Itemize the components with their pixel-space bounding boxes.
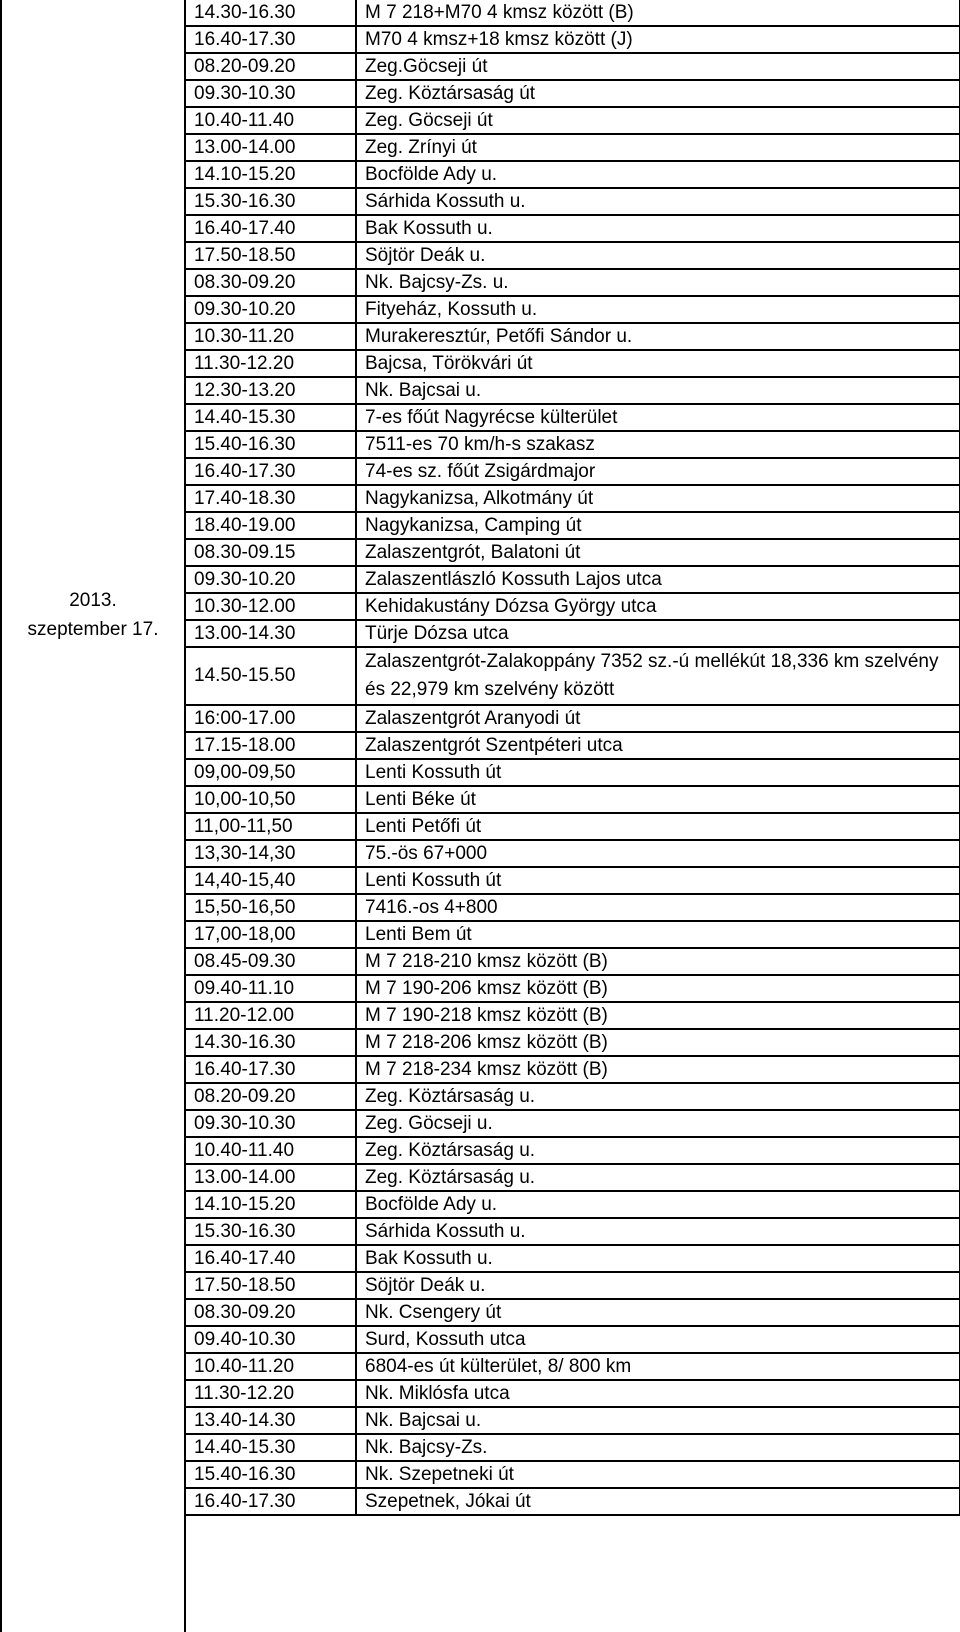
location-cell: M 7 218+M70 4 kmsz között (B) [356, 0, 960, 26]
time-cell: 09.30-10.30 [186, 1110, 356, 1137]
time-cell: 18.40-19.00 [186, 512, 356, 539]
table-row [186, 539, 960, 566]
table-row [186, 1245, 960, 1272]
table-row [186, 80, 960, 107]
location-cell: Zalaszentgrót Szentpéteri utca [356, 732, 960, 759]
table-row [186, 1056, 960, 1083]
time-cell: 08.20-09.20 [186, 1083, 356, 1110]
table-row [186, 188, 960, 215]
location-cell: Szepetnek, Jókai út [356, 1488, 960, 1515]
time-cell: 10.40-11.40 [186, 107, 356, 134]
location-cell: Nk. Bajcsy-Zs. [356, 1434, 960, 1461]
location-cell: Murakeresztúr, Petőfi Sándor u. [356, 323, 960, 350]
time-cell: 10.30-11.20 [186, 323, 356, 350]
table-row [186, 377, 960, 404]
table-row [186, 53, 960, 80]
location-cell: Nk. Csengery út [356, 1299, 960, 1326]
location-cell: Kehidakustány Dózsa György utca [356, 593, 960, 620]
table-row [186, 485, 960, 512]
location-cell: Lenti Petőfi út [356, 813, 960, 840]
table-row [186, 26, 960, 53]
table-row [186, 134, 960, 161]
location-cell: Nk. Bajcsy-Zs. u. [356, 269, 960, 296]
location-cell: Bak Kossuth u. [356, 215, 960, 242]
table-row [186, 107, 960, 134]
time-cell: 16.40-17.30 [186, 1488, 356, 1515]
time-cell: 13.00-14.00 [186, 134, 356, 161]
table-row [186, 431, 960, 458]
location-cell: Zeg.Göcseji út [356, 53, 960, 80]
location-cell: 6804-es út külterület, 8/ 800 km [356, 1353, 960, 1380]
table-row [186, 161, 960, 188]
time-cell: 16:00-17.00 [186, 705, 356, 732]
table-row [186, 1299, 960, 1326]
location-cell: Lenti Béke út [356, 786, 960, 813]
table-row [186, 1407, 960, 1434]
time-cell: 17.15-18.00 [186, 732, 356, 759]
time-cell: 11.30-12.20 [186, 350, 356, 377]
table-row [186, 840, 960, 867]
time-cell: 17.40-18.30 [186, 485, 356, 512]
location-cell: Zalaszentgrót-Zalakoppány 7352 sz.-ú mellékút 18,336 km szelvény és 22,979 km szelvény között [356, 647, 960, 705]
location-cell: Zalaszentgrót Aranyodi út [356, 705, 960, 732]
time-cell: 09.30-10.20 [186, 296, 356, 323]
time-cell: 09.30-10.20 [186, 566, 356, 593]
time-cell: 10.40-11.40 [186, 1137, 356, 1164]
time-cell: 16.40-17.40 [186, 215, 356, 242]
location-cell: Türje Dózsa utca [356, 620, 960, 647]
time-cell: 16.40-17.40 [186, 1245, 356, 1272]
table-row [186, 705, 960, 732]
table-row [186, 813, 960, 840]
table-row [186, 566, 960, 593]
table-row [186, 1461, 960, 1488]
location-cell: M 7 190-206 kmsz között (B) [356, 975, 960, 1002]
time-cell: 14.40-15.30 [186, 1434, 356, 1461]
time-cell: 14.30-16.30 [186, 0, 356, 26]
time-cell: 10.30-12.00 [186, 593, 356, 620]
table-row [186, 1029, 960, 1056]
location-cell: 74-es sz. főút Zsigárdmajor [356, 458, 960, 485]
table-row [186, 1191, 960, 1218]
location-cell: Nagykanizsa, Alkotmány út [356, 485, 960, 512]
table-row [186, 1380, 960, 1407]
date-label [2, 586, 184, 644]
location-cell: Zeg. Köztársaság u. [356, 1083, 960, 1110]
time-cell: 14,40-15,40 [186, 867, 356, 894]
table-row [186, 1083, 960, 1110]
location-cell: M70 4 kmsz+18 kmsz között (J) [356, 26, 960, 53]
table-row [186, 215, 960, 242]
time-cell: 13.00-14.30 [186, 620, 356, 647]
table-row [186, 296, 960, 323]
time-cell: 14.50-15.50 [186, 647, 356, 705]
time-cell: 13,30-14,30 [186, 840, 356, 867]
location-cell: Lenti Bem út [356, 921, 960, 948]
time-cell: 08.45-09.30 [186, 948, 356, 975]
location-cell: Lenti Kossuth út [356, 759, 960, 786]
table-row [186, 732, 960, 759]
table-row [186, 1353, 960, 1380]
table-row [186, 350, 960, 377]
time-cell: 15.40-16.30 [186, 1461, 356, 1488]
table-row [186, 948, 960, 975]
location-cell: Zeg. Köztársaság u. [356, 1164, 960, 1191]
time-cell: 09.40-11.10 [186, 975, 356, 1002]
table-row [186, 620, 960, 647]
table-row [186, 512, 960, 539]
location-cell: 75.-ös 67+000 [356, 840, 960, 867]
table-row [186, 921, 960, 948]
location-cell: M 7 190-218 kmsz között (B) [356, 1002, 960, 1029]
table-row [186, 759, 960, 786]
location-cell: Söjtör Deák u. [356, 1272, 960, 1299]
time-cell: 16.40-17.30 [186, 26, 356, 53]
time-cell: 17.50-18.50 [186, 1272, 356, 1299]
table-row [186, 1002, 960, 1029]
location-cell: Zalaszentgrót, Balatoni út [356, 539, 960, 566]
table-row [186, 867, 960, 894]
time-cell: 08.30-09.20 [186, 269, 356, 296]
location-cell: Zeg. Zrínyi út [356, 134, 960, 161]
time-cell: 08.20-09.20 [186, 53, 356, 80]
table-row [186, 1434, 960, 1461]
schedule-table [186, 0, 960, 1516]
location-cell: Zeg. Köztársaság u. [356, 1137, 960, 1164]
time-cell: 13.00-14.00 [186, 1164, 356, 1191]
time-cell: 14.40-15.30 [186, 404, 356, 431]
table-row [186, 1137, 960, 1164]
location-cell: Sárhida Kossuth u. [356, 1218, 960, 1245]
date-column [0, 0, 186, 1632]
table-row [186, 269, 960, 296]
location-cell: Nk. Bajcsai u. [356, 1407, 960, 1434]
location-cell: Zeg. Göcseji út [356, 107, 960, 134]
table-row [186, 1218, 960, 1245]
table-row [186, 786, 960, 813]
location-cell: 7511-es 70 km/h-s szakasz [356, 431, 960, 458]
time-cell: 08.30-09.20 [186, 1299, 356, 1326]
time-cell: 15.30-16.30 [186, 188, 356, 215]
location-cell: Bocfölde Ady u. [356, 161, 960, 188]
time-cell: 11.30-12.20 [186, 1380, 356, 1407]
time-cell: 09.30-10.30 [186, 80, 356, 107]
location-cell: Bajcsa, Törökvári út [356, 350, 960, 377]
time-cell: 16.40-17.30 [186, 1056, 356, 1083]
time-cell: 09.40-10.30 [186, 1326, 356, 1353]
time-cell: 10.40-11.20 [186, 1353, 356, 1380]
time-cell: 15.40-16.30 [186, 431, 356, 458]
time-cell: 17,00-18,00 [186, 921, 356, 948]
date-day: szeptember 17. [27, 619, 159, 640]
location-cell: Nk. Miklósfa utca [356, 1380, 960, 1407]
table-row [186, 593, 960, 620]
table-row [186, 458, 960, 485]
location-cell: M 7 218-206 kmsz között (B) [356, 1029, 960, 1056]
table-row [186, 404, 960, 431]
table-row [186, 1272, 960, 1299]
location-cell: Zeg. Köztársaság út [356, 80, 960, 107]
table-row [186, 242, 960, 269]
location-cell: Sárhida Kossuth u. [356, 188, 960, 215]
location-cell: Fityeház, Kossuth u. [356, 296, 960, 323]
time-cell: 11.20-12.00 [186, 1002, 356, 1029]
time-cell: 12.30-13.20 [186, 377, 356, 404]
location-cell: M 7 218-210 kmsz között (B) [356, 948, 960, 975]
time-cell: 15.30-16.30 [186, 1218, 356, 1245]
location-cell: Söjtör Deák u. [356, 242, 960, 269]
table-row [186, 1326, 960, 1353]
table-row [186, 975, 960, 1002]
table-row [186, 894, 960, 921]
location-cell: Nk. Szepetneki út [356, 1461, 960, 1488]
time-cell: 14.10-15.20 [186, 1191, 356, 1218]
schedule-table-body [186, 0, 960, 1515]
time-cell: 08.30-09.15 [186, 539, 356, 566]
date-year: 2013. [69, 590, 117, 611]
time-cell: 10,00-10,50 [186, 786, 356, 813]
location-cell: Bocfölde Ady u. [356, 1191, 960, 1218]
table-row [186, 1110, 960, 1137]
location-cell: 7-es főút Nagyrécse külterület [356, 404, 960, 431]
table-row [186, 0, 960, 26]
location-cell: Bak Kossuth u. [356, 1245, 960, 1272]
table-row [186, 323, 960, 350]
time-cell: 17.50-18.50 [186, 242, 356, 269]
table-row [186, 1488, 960, 1515]
location-cell: Nk. Bajcsai u. [356, 377, 960, 404]
table-row [186, 1164, 960, 1191]
location-cell: 7416.-os 4+800 [356, 894, 960, 921]
location-cell: Nagykanizsa, Camping út [356, 512, 960, 539]
time-cell: 14.10-15.20 [186, 161, 356, 188]
location-cell: M 7 218-234 kmsz között (B) [356, 1056, 960, 1083]
time-cell: 11,00-11,50 [186, 813, 356, 840]
time-cell: 13.40-14.30 [186, 1407, 356, 1434]
table-row [186, 647, 960, 705]
time-cell: 15,50-16,50 [186, 894, 356, 921]
time-cell: 09,00-09,50 [186, 759, 356, 786]
location-cell: Zeg. Göcseji u. [356, 1110, 960, 1137]
location-cell: Lenti Kossuth út [356, 867, 960, 894]
time-cell: 16.40-17.30 [186, 458, 356, 485]
time-cell: 14.30-16.30 [186, 1029, 356, 1056]
location-cell: Zalaszentlászló Kossuth Lajos utca [356, 566, 960, 593]
location-cell: Surd, Kossuth utca [356, 1326, 960, 1353]
